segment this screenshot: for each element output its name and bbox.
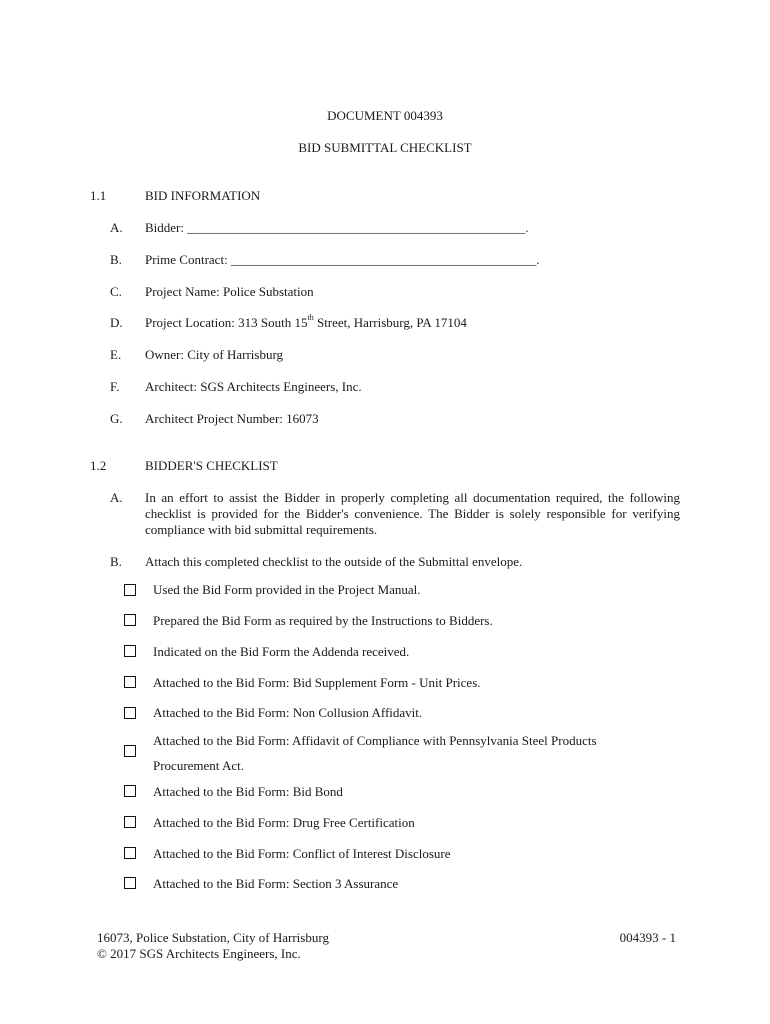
prime-contract-field: Prime Contract: _______________________________________________. (145, 252, 540, 267)
checkbox[interactable] (124, 785, 136, 797)
project-location-text: Project Location: 313 South 15 (145, 315, 308, 330)
item-letter: A. (110, 490, 123, 505)
document-number: DOCUMENT 004393 (327, 108, 443, 123)
footer-project: 16073, Police Substation, City of Harrisburg (97, 930, 329, 945)
bidder-field: Bidder: ____________________________________________________. (145, 220, 529, 235)
page-number: 004393 - 1 (619, 930, 676, 945)
checklist-item-label: Attached to the Bid Form: Bid Bond (153, 784, 343, 799)
checkbox[interactable] (124, 877, 136, 889)
checklist-item-label: Attached to the Bid Form: Section 3 Assurance (153, 876, 399, 891)
checkbox[interactable] (124, 816, 136, 828)
checklist-item-label: Attached to the Bid Form: Conflict of Interest Disclosure (153, 846, 451, 861)
item-letter: F. (110, 379, 120, 394)
checkbox[interactable] (124, 847, 136, 859)
checklist-item-label: Attached to the Bid Form: Drug Free Certification (153, 815, 415, 830)
section-heading: BID INFORMATION (145, 188, 261, 203)
item-letter: A. (110, 220, 123, 235)
item-letter: B. (110, 554, 122, 569)
section-number: 1.1 (90, 188, 107, 203)
architect: Architect: SGS Architects Engineers, Inc. (145, 379, 362, 394)
checklist-item-label: Prepared the Bid Form as required by the Instructions to Bidders. (153, 613, 493, 628)
item-letter: G. (110, 411, 123, 426)
checkbox[interactable] (124, 707, 136, 719)
item-letter: C. (110, 284, 122, 299)
ordinal-suffix: th (307, 313, 314, 322)
project-name: Project Name: Police Substation (145, 284, 314, 299)
section-heading: BIDDER'S CHECKLIST (145, 458, 278, 473)
footer-copyright: © 2017 SGS Architects Engineers, Inc. (97, 946, 301, 961)
item-letter: E. (110, 347, 122, 362)
project-location-text: Street, Harrisburg, PA 17104 (313, 315, 467, 330)
checkbox[interactable] (124, 614, 136, 626)
checklist-item-label: Used the Bid Form provided in the Project Manual. (153, 582, 421, 597)
attach-instruction: Attach this completed checklist to the outside of the Submittal envelope. (145, 554, 523, 569)
checklist-item-label: Attached to the Bid Form: Non Collusion Affidavit. (153, 705, 423, 720)
section-number: 1.2 (90, 458, 107, 473)
checklist-item-label: Attached to the Bid Form: Bid Supplement Form - Unit Prices. (153, 675, 481, 690)
checkbox[interactable] (124, 584, 136, 596)
checkbox[interactable] (124, 745, 136, 757)
checkbox[interactable] (124, 645, 136, 657)
owner: Owner: City of Harrisburg (145, 347, 284, 362)
checklist-item-label: Attached to the Bid Form: Affidavit of Compliance with Pennsylvania Steel Products (153, 733, 597, 748)
architect-project-number: Architect Project Number: 16073 (145, 411, 319, 426)
checklist-item-label-continued: Procurement Act. (153, 758, 244, 773)
project-location (145, 315, 467, 331)
item-letter: D. (110, 315, 123, 330)
document-title: BID SUBMITTAL CHECKLIST (298, 140, 472, 155)
checkbox[interactable] (124, 676, 136, 688)
checklist-item-label: Indicated on the Bid Form the Addenda received. (153, 644, 410, 659)
item-letter: B. (110, 252, 122, 267)
intro-paragraph: In an effort to assist the Bidder in properly completing all documentation required, the following checklist is provided for the Bidder's convenience. The Bidder is solely responsible for verifying compliance with bid submittal requirements. (145, 490, 680, 537)
